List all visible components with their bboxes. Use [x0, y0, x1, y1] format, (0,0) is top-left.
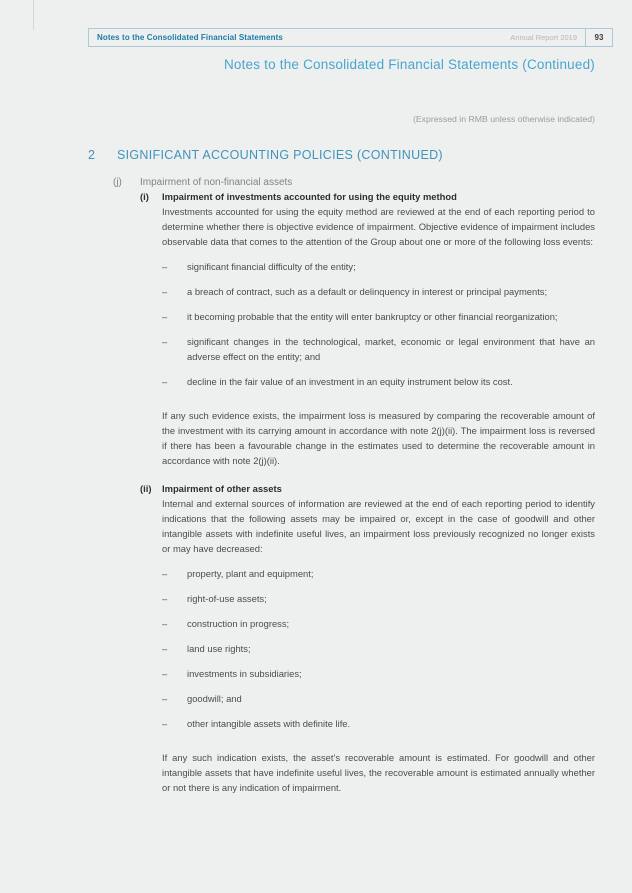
list-item	[162, 334, 595, 364]
note-item-i-content	[162, 190, 595, 468]
list-item-text: land use rights;	[187, 643, 251, 654]
list-item	[162, 566, 595, 581]
dash-bullet-icon: –	[162, 336, 168, 347]
list-item	[162, 691, 595, 706]
dash-bullet-icon: –	[162, 618, 168, 629]
note-item-i-closing: If any such evidence exists, the impairment loss is measured by comparing the recoverable amount of the investment with its carrying amount in accordance with note 2(j)(ii). The impairment loss is reversed if there has been a favourable change in the estimates used to determine the recoverable amount in accordance with note 2(j)(ii).	[162, 410, 595, 466]
running-header-right	[510, 29, 612, 46]
running-header-title: Notes to the Consolidated Financial Statements	[97, 33, 283, 42]
note-item-ii-intro: Internal and external sources of information are reviewed at the end of each reporting period to identify indications that the following assets may be impaired or, except in the case of goodwill and other intangible assets with indefinite useful lives, an impairment loss previously recognized no longer exists or may have decreased:	[162, 498, 595, 554]
list-item-text: other intangible assets with definite life.	[187, 718, 351, 729]
dash-bullet-icon: –	[162, 376, 168, 387]
dash-bullet-icon: –	[162, 718, 168, 729]
list-item-text: decline in the fair value of an investment in an equity instrument below its cost.	[187, 376, 513, 387]
dash-bullet-icon: –	[162, 693, 168, 704]
subsection-marker: (j)	[113, 177, 122, 188]
list-item	[162, 591, 595, 606]
list-item-text: right-of-use assets;	[187, 593, 267, 604]
note-item-i	[140, 190, 595, 468]
loss-events-list	[162, 259, 595, 389]
list-item	[162, 616, 595, 631]
section-title: SIGNIFICANT ACCOUNTING POLICIES (CONTINUED)	[117, 148, 443, 162]
list-item-text: construction in progress;	[187, 618, 290, 629]
list-item-text: investments in subsidiaries;	[187, 668, 302, 679]
list-item-text: property, plant and equipment;	[187, 568, 314, 579]
list-item-text: it becoming probable that the entity will enter bankruptcy or other financial reorganization;	[187, 311, 558, 322]
list-item-text: goodwill; and	[187, 693, 242, 704]
note-item-ii-marker: (ii)	[140, 483, 152, 494]
dash-bullet-icon: –	[162, 668, 168, 679]
page-crop-mark	[33, 0, 34, 30]
dash-bullet-icon: –	[162, 261, 168, 272]
list-item-text: significant financial difficulty of the entity;	[187, 261, 356, 272]
list-item	[162, 374, 595, 389]
report-name-label: Annual Report 2019	[510, 33, 577, 42]
dash-bullet-icon: –	[162, 593, 168, 604]
list-item-text: a breach of contract, such as a default or delinquency in interest or principal payments;	[187, 286, 548, 297]
section-number: 2	[88, 148, 96, 162]
assets-list	[162, 566, 595, 731]
note-body	[140, 190, 595, 795]
page-title: Notes to the Consolidated Financial Statements (Continued)	[223, 57, 595, 72]
note-item-i-marker: (i)	[140, 191, 149, 202]
dash-bullet-icon: –	[162, 311, 168, 322]
subsection-heading	[113, 177, 292, 188]
note-item-ii	[140, 482, 595, 795]
dash-bullet-icon: –	[162, 286, 168, 297]
note-item-ii-closing: If any such indication exists, the asset’s recoverable amount is estimated. For goodwill and other intangible assets that have indefinite useful lives, the recoverable amount is estimated annually whether or not there is any indication of impairment.	[162, 752, 595, 793]
list-item	[162, 716, 595, 731]
note-item-ii-title: Impairment of other assets	[162, 483, 282, 494]
section-heading	[88, 148, 443, 162]
page-number: 93	[585, 29, 612, 46]
list-item-text: significant changes in the technological, market, economic or legal environment that have an adverse effect on the entity; and	[187, 336, 595, 362]
currency-note: (Expressed in RMB unless otherwise indicated)	[412, 114, 595, 124]
list-item	[162, 641, 595, 656]
running-header	[88, 28, 613, 47]
dash-bullet-icon: –	[162, 643, 168, 654]
subsection-title: Impairment of non-financial assets	[140, 177, 293, 188]
note-item-i-intro: Investments accounted for using the equity method are reviewed at the end of each reporting period to determine whether there is objective evidence of impairment. Objective evidence of impairment includes observable data that comes to the attention of the Group about one or more of the following loss events:	[162, 206, 595, 247]
list-item	[162, 666, 595, 681]
list-item	[162, 309, 595, 324]
list-item	[162, 284, 595, 299]
list-item	[162, 259, 595, 274]
note-item-i-title: Impairment of investments accounted for using the equity method	[162, 191, 457, 202]
note-item-ii-content	[162, 482, 595, 795]
dash-bullet-icon: –	[162, 568, 168, 579]
